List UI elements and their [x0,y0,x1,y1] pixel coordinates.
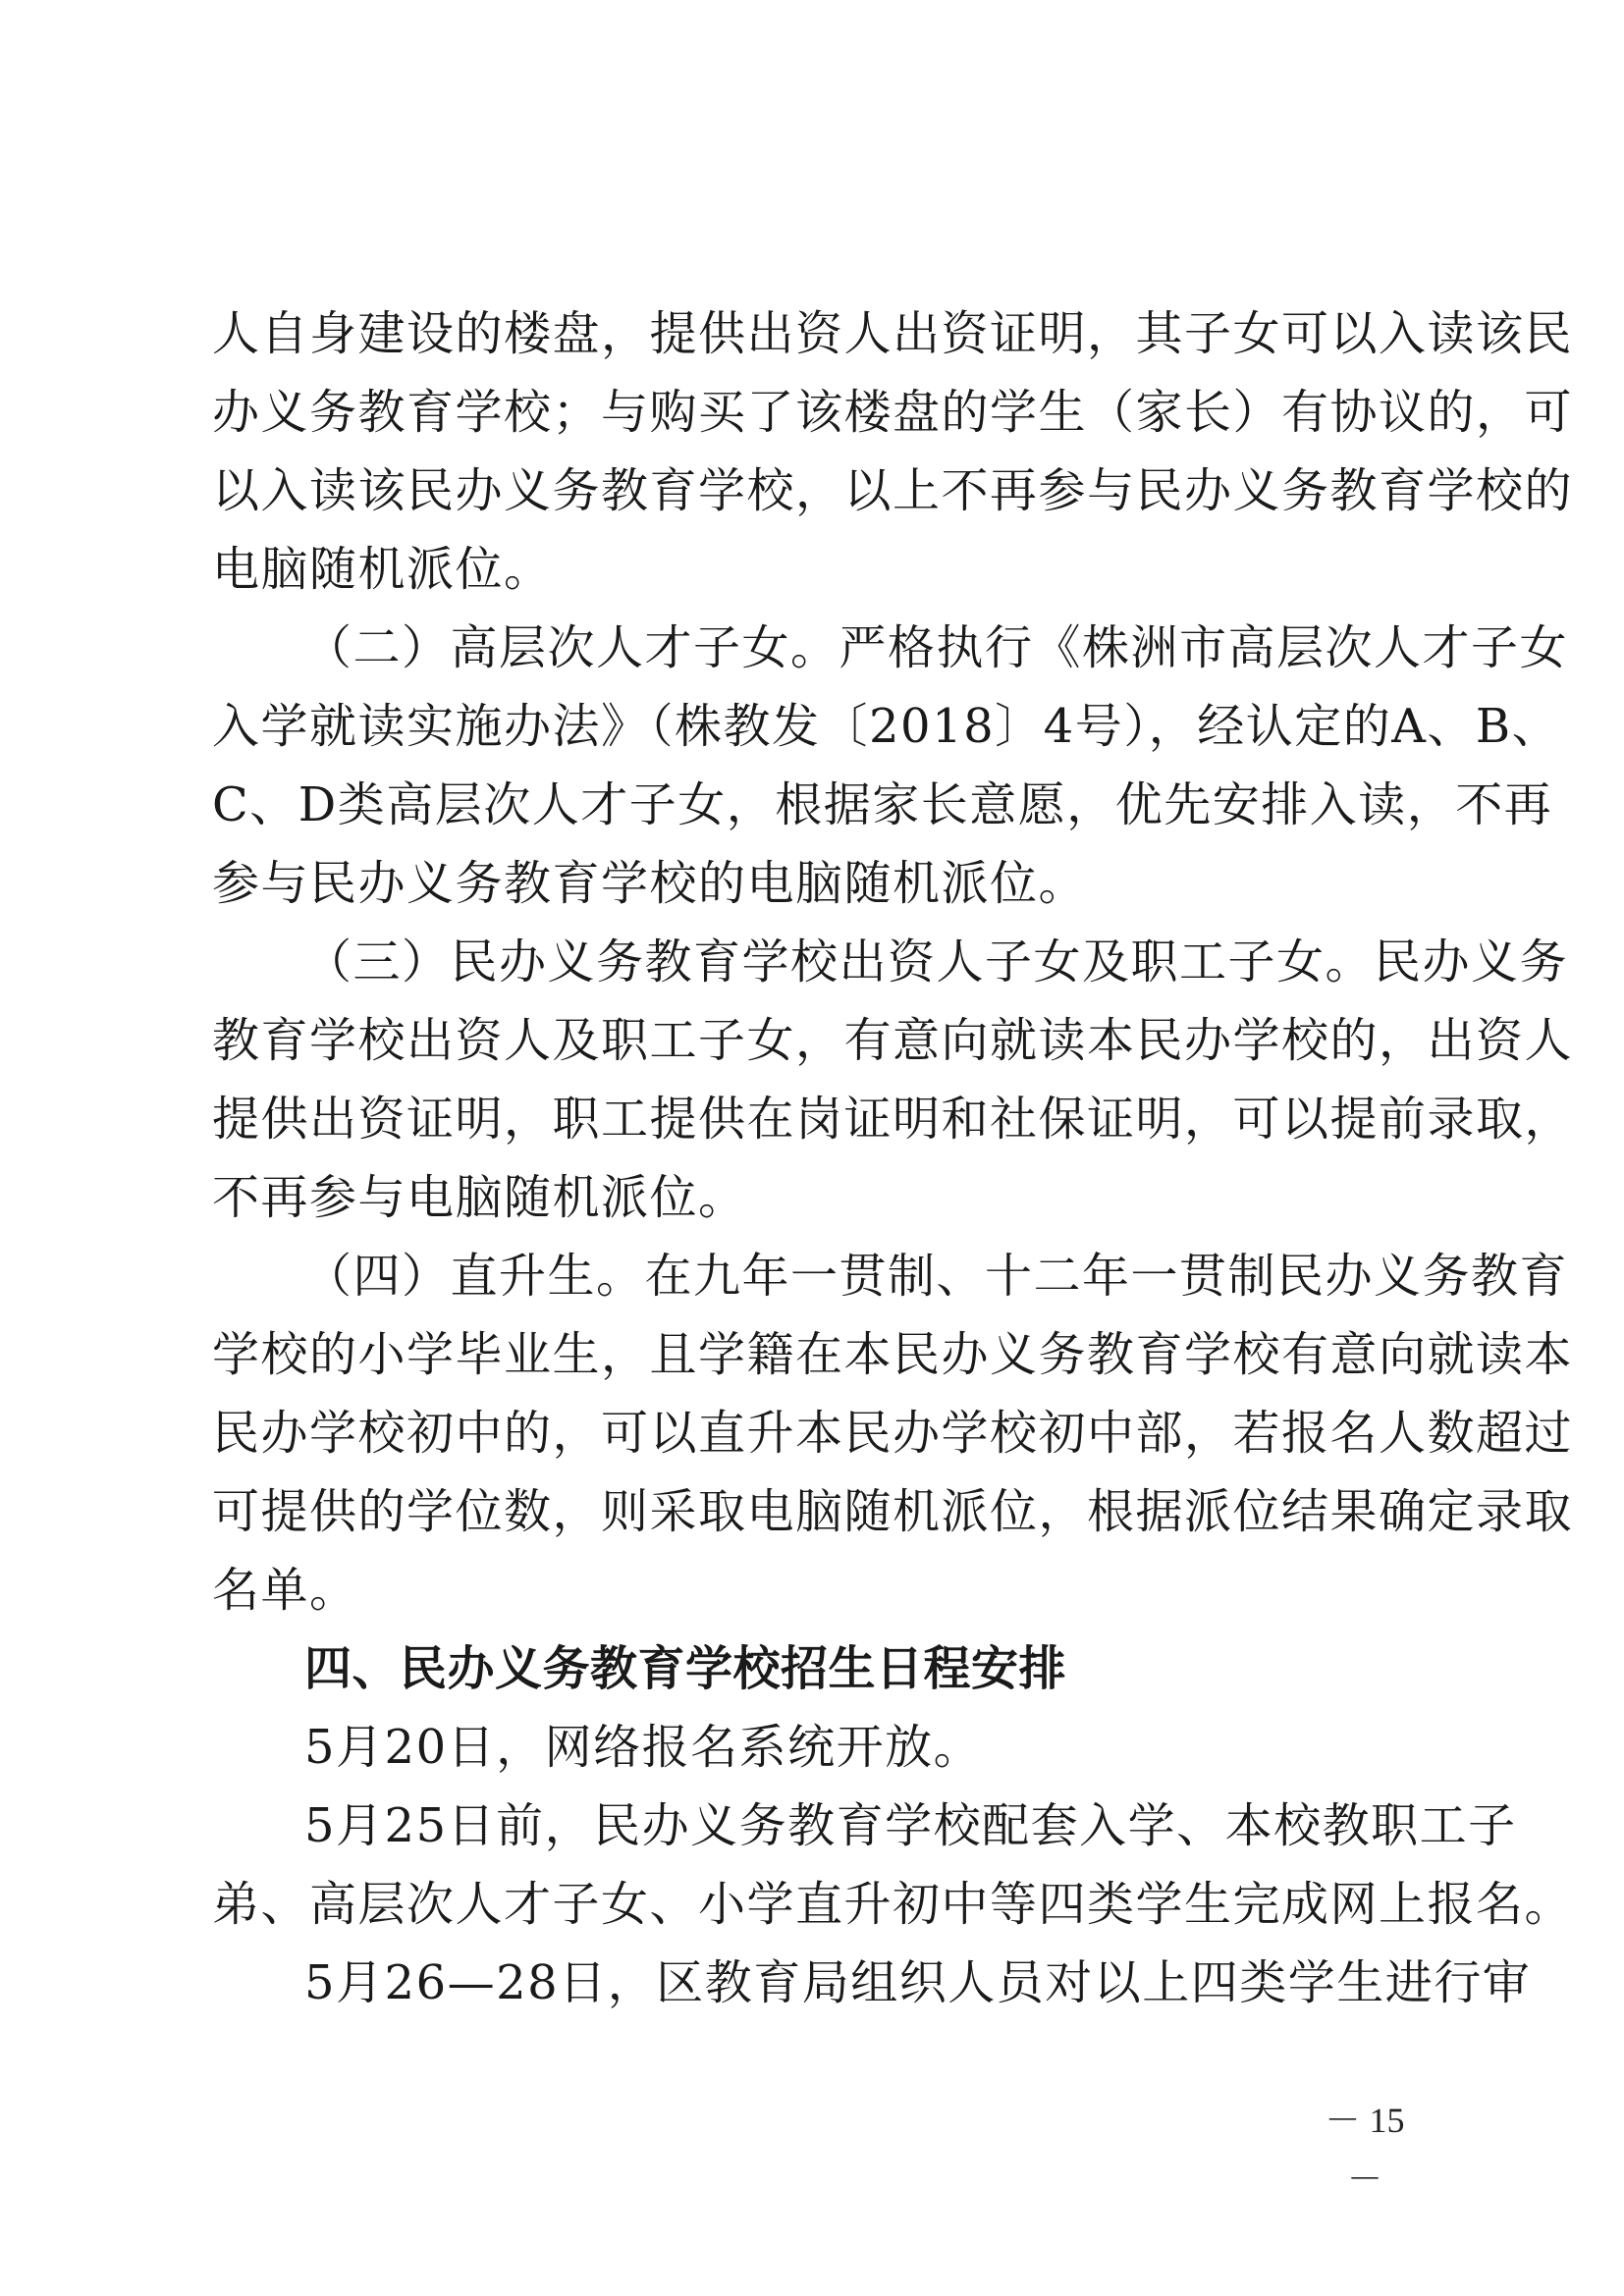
body-text-line: 弟、高层次人才子女、小学直升初中等四类学生完成网上报名。 [212,1877,1574,1932]
schedule-item: 5月25日前，民办义务教育学校配套入学、本校教职工子 [304,1798,1517,1853]
paragraph-first-line: （三）民办义务教育学校出资人子女及职工子女。民办义务 [304,934,1569,989]
body-text-line: 学校的小学毕业生，且学籍在本民办义务教育学校有意向就读本 [212,1327,1574,1382]
body-text-line: 以入读该民办义务教育学校，以上不再参与民办义务教育学校的 [212,463,1574,518]
schedule-item: 5月20日，网络报名系统开放。 [304,1720,983,1775]
body-text-line: 名单。 [212,1563,358,1618]
body-text-line: 入学就读实施办法》（株教发〔2018〕4号），经认定的A、B、 [212,699,1561,754]
body-text-line: 人自身建设的楼盘，提供出资人出资证明，其子女可以入读该民 [212,306,1574,361]
body-text-line: 可提供的学位数，则采取电脑随机派位，根据派位结果确定录取 [212,1484,1574,1539]
page-number: － 15 － [1325,2101,1405,2199]
body-text-line: 提供出资证明，职工提供在岗证明和社保证明，可以提前录取， [212,1092,1574,1147]
body-text-line: 办义务教育学校；与购买了该楼盘的学生（家长）有协议的，可 [212,385,1574,440]
body-text-line: C、D类高层次人才子女，根据家长意愿，优先安排入读，不再 [212,777,1553,832]
body-text-line: 电脑随机派位。 [212,542,553,597]
paragraph-first-line: （四）直升生。在九年一贯制、十二年一贯制民办义务教育 [304,1249,1569,1304]
paragraph-first-line: （二）高层次人才子女。严格执行《株洲市高层次人才子女 [304,620,1569,675]
body-text-line: 参与民办义务教育学校的电脑随机派位。 [212,856,1088,911]
body-text-line: 教育学校出资人及职工子女，有意向就读本民办学校的，出资人 [212,1013,1574,1068]
section-heading: 四、民办义务教育学校招生日程安排 [304,1641,1067,1696]
schedule-item: 5月26—28日，区教育局组织人员对以上四类学生进行审 [304,1955,1532,2010]
body-text-line: 不再参与电脑随机派位。 [212,1170,747,1225]
body-text-line: 民办学校初中的，可以直升本民办学校初中部，若报名人数超过 [212,1406,1574,1461]
